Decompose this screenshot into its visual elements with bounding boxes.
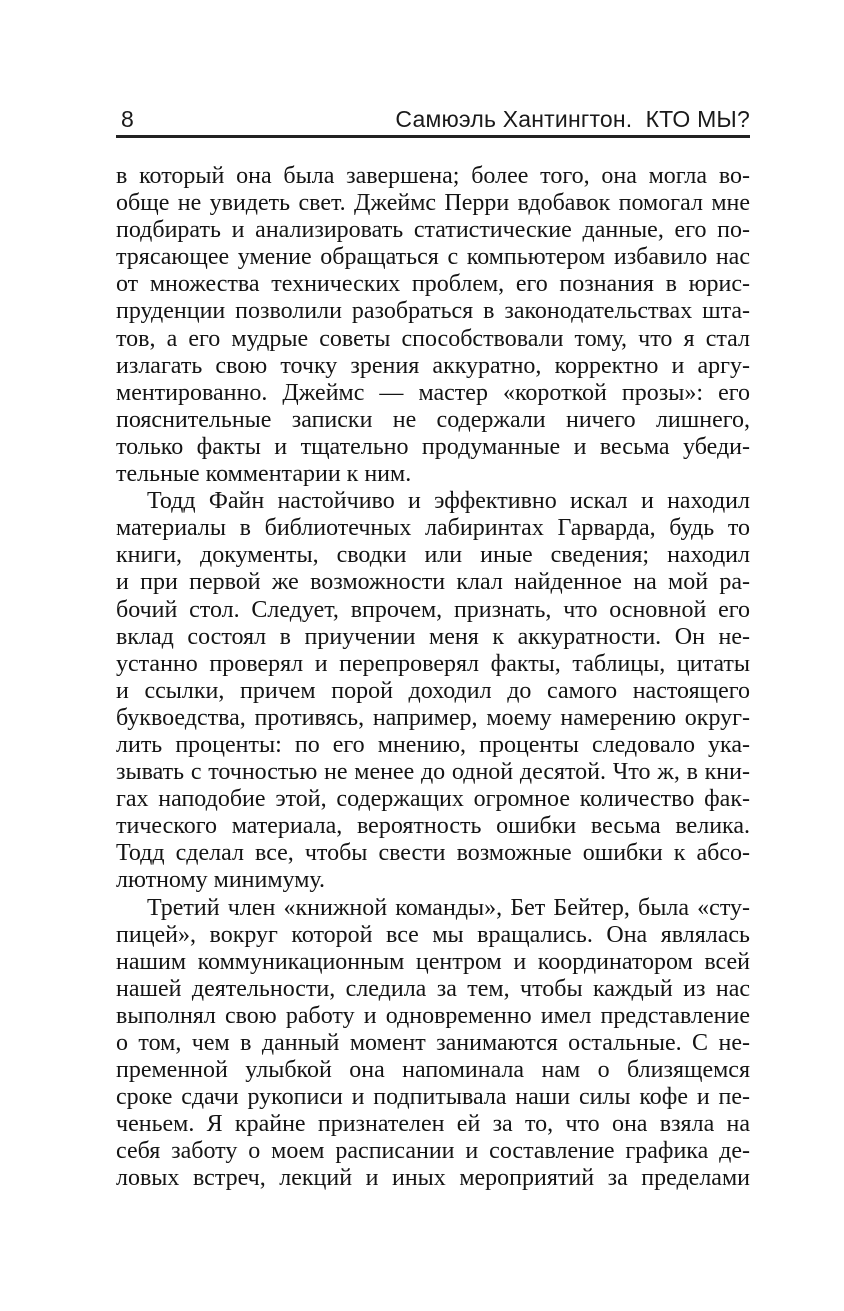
text-line: тов, а его мудрые советы способствовали тому, что я стал	[116, 325, 750, 352]
text-line: пицей», вокруг которой все мы вращались. Она являлась	[116, 921, 750, 948]
text-line: пояснительные записки не содержали ничего лишнего,	[116, 406, 750, 433]
text-line: в который она была завершена; более того, она могла во-	[116, 163, 750, 189]
page-number: 8	[121, 106, 134, 132]
text-line: тического материала, вероятность ошибки весьма велика.	[116, 813, 750, 840]
text-line: нашим коммуникационным центром и координатором всей	[116, 948, 750, 975]
paragraph	[116, 895, 750, 1193]
text-line: сроке сдачи рукописи и подпитывала наши силы кофе и пе-	[116, 1084, 750, 1111]
text-line: и ссылки, причем порой доходил до самого настоящего	[116, 677, 750, 704]
text-line: и при первой же возможности клал найденное на мой ра-	[116, 569, 750, 596]
text-line: ченьем. Я крайне признателен ей за то, что она взяла на	[116, 1111, 750, 1138]
running-header	[116, 106, 750, 132]
text-line: выполнял свою работу и одновременно имел представление	[116, 1002, 750, 1029]
text-line: нашей деятельности, следила за тем, чтобы каждый из нас	[116, 975, 750, 1002]
text-line: подбирать и анализировать статистические данные, его по-	[116, 217, 750, 244]
text-line: себя заботу о моем расписании и составление графика де-	[116, 1138, 750, 1165]
text-line: Тодд Файн настойчиво и эффективно искал и находил	[147, 488, 750, 515]
text-line: от множества технических проблем, его познания в юрис-	[116, 271, 750, 298]
text-line: вклад состоял в приучении меня к аккуратности. Он не-	[116, 623, 750, 650]
text-line: бочий стол. Следует, впрочем, признать, что основной его	[116, 596, 750, 623]
text-line: гах наподобие этой, содержащих огромное количество фак-	[116, 786, 750, 813]
text-line: обще не увидеть свет. Джеймс Перри вдобавок помогал мне	[116, 190, 750, 217]
text-line: ловых встреч, лекций и иных мероприятий за пределами	[116, 1165, 750, 1192]
text-line: излагать свою точку зрения аккуратно, корректно и аргу-	[116, 352, 750, 379]
text-line: устанно проверял и перепроверял факты, таблицы, цитаты	[116, 650, 750, 677]
text-line: материалы в библиотечных лабиринтах Гарварда, будь то	[116, 515, 750, 542]
text-line: пременной улыбкой она напоминала нам о близящемся	[116, 1057, 750, 1084]
text-line: Тодд сделал все, чтобы свести возможные ошибки к абсо-	[116, 840, 750, 867]
text-line: лютному минимуму.	[116, 867, 326, 894]
text-line: книги, документы, сводки или иные сведения; находил	[116, 542, 750, 569]
text-line: ментированно. Джеймс — мастер «короткой прозы»: его	[116, 379, 750, 406]
header-rule	[116, 135, 750, 138]
text-line: трясающее умение обращаться с компьютером избавило нас	[116, 244, 750, 271]
text-line: лить проценты: по его мнению, проценты следовало ука-	[116, 731, 750, 758]
body-text	[116, 163, 750, 1193]
running-title: Самюэль Хантингтон. КТО МЫ?	[395, 106, 750, 132]
page-content	[116, 106, 750, 1193]
text-line: только факты и тщательно продуманные и весьма убеди-	[116, 433, 750, 460]
text-line: Третий член «книжной команды», Бет Бейтер, была «сту-	[147, 894, 750, 921]
paragraph	[116, 163, 750, 488]
text-line: буквоедства, противясь, например, моему намерению округ-	[116, 704, 750, 731]
text-line: пруденции позволили разобраться в законодательствах шта-	[116, 298, 750, 325]
paragraph	[116, 488, 750, 894]
text-line: тельные комментарии к ним.	[116, 461, 412, 488]
text-line: зывать с точностью не менее до одной десятой. Что ж, в кни-	[116, 759, 750, 786]
text-line: о том, чем в данный момент занимаются остальные. С не-	[116, 1030, 750, 1056]
